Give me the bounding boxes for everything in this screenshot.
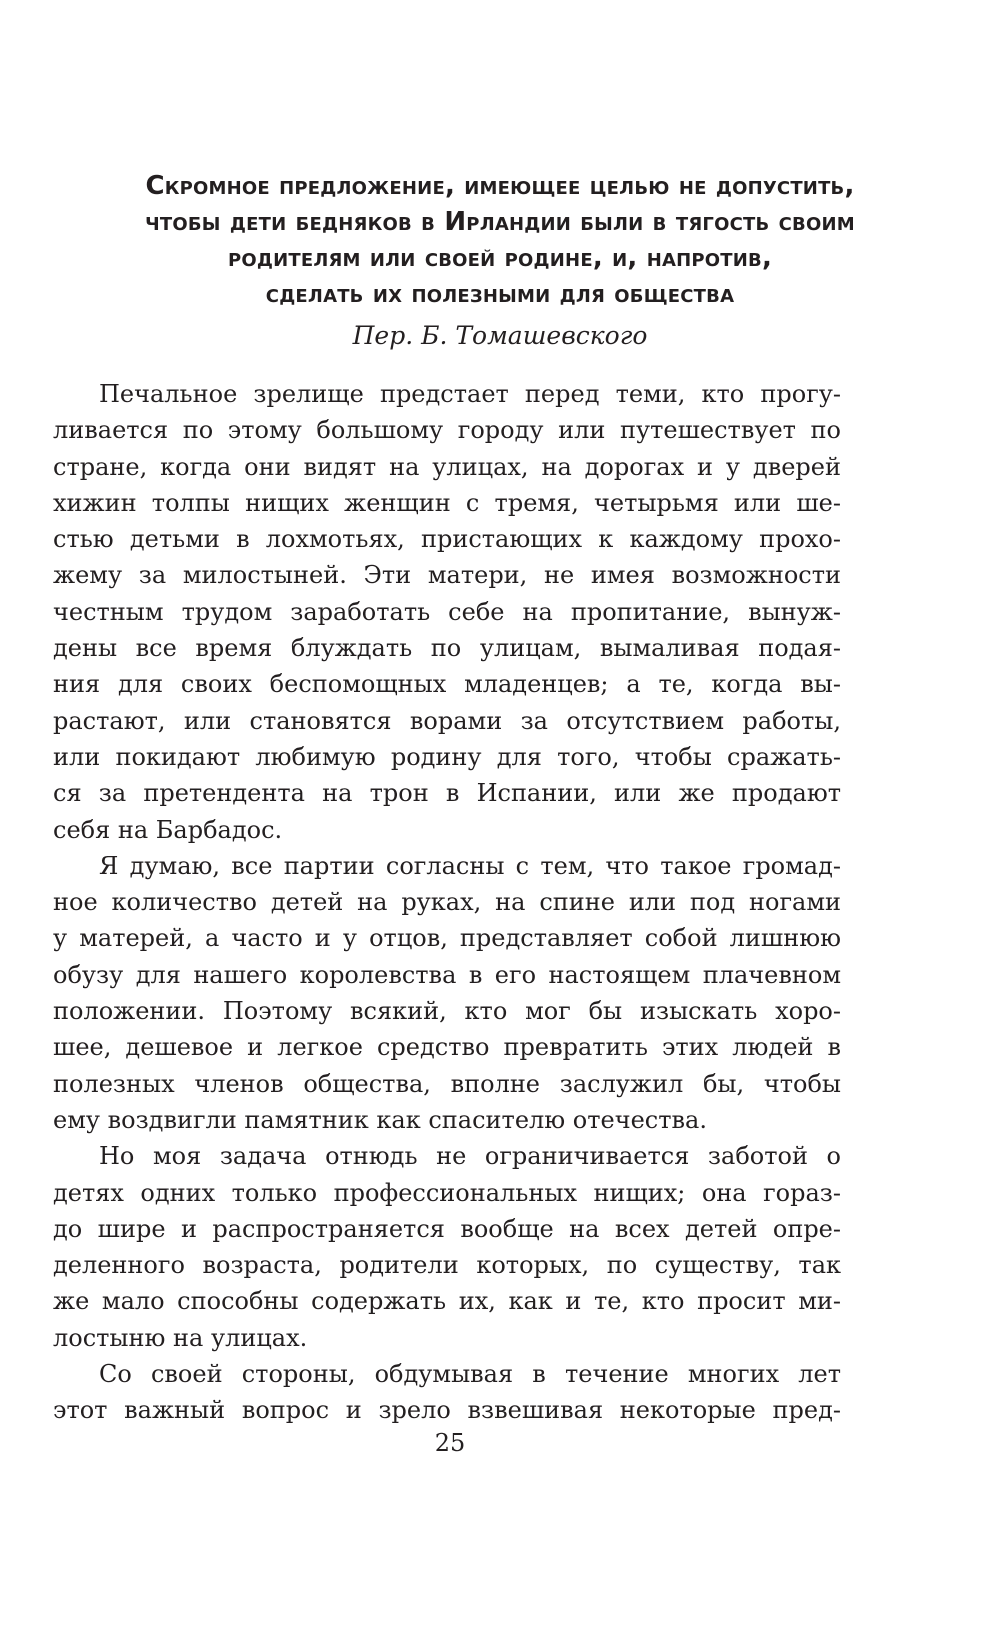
title-line: родителям или своей родине, и, напротив, [227, 243, 773, 273]
text-line: ему воздвигли памятник как спасителю отечества. [53, 1105, 707, 1134]
text-line: полезных членов общества, вполне заслужил бы, чтобы [53, 1069, 841, 1098]
text-line: же мало способны содержать их, как и те, кто просит ми- [53, 1287, 841, 1316]
text-line: стране, когда они видят на улицах, на дорогах и у дверей [53, 452, 841, 481]
paragraph-2 [53, 848, 841, 1138]
translator-credit: Пер. Б. Томашевского [352, 321, 648, 350]
page-number: 25 [434, 1429, 466, 1457]
text-line: стью детьми в лохмотьях, пристающих к каждому прохо- [53, 525, 841, 554]
text-line: ния для своих беспомощных младенцев; а те, когда вы- [53, 670, 841, 699]
text-line: Я думаю, все партии согласны с тем, что такое громад- [99, 851, 841, 880]
title-line: чтобы дети бедняков в Ирландии были в тягость своим [145, 207, 855, 237]
text-line: Со своей стороны, обдумывая в течение многих лет [99, 1360, 841, 1389]
text-line: жему за милостыней. Эти матери, не имея возможности [53, 561, 841, 590]
text-line: честным трудом заработать себе на пропитание, вынуж- [53, 597, 841, 626]
text-line: ное количество детей на руках, на спине или под ногами [53, 888, 841, 917]
text-line: Печальное зрелище предстает перед теми, кто прогу- [99, 380, 841, 408]
text-line: хижин толпы нищих женщин с тремя, четырьмя или ше- [53, 488, 841, 517]
text-line: у матерей, а часто и у отцов, представляет собой лишнюю [53, 924, 841, 953]
paragraph-1 [53, 376, 841, 848]
text-line: детях одних только профессиональных нищих; она гораз- [53, 1178, 841, 1207]
text-line: Но моя задача отнюдь не ограничивается заботой о [99, 1142, 841, 1171]
title-line: Скромное предложение, имеющее целью не допустить, [145, 171, 855, 201]
text-line: этот важный вопрос и зрело взвешивая некоторые пред- [53, 1396, 841, 1425]
paragraph-4 [53, 1356, 841, 1429]
text-line: ливается по этому большому городу или путешествует по [53, 416, 841, 445]
text-line: ся за претендента на трон в Испании, или же продают [53, 779, 841, 808]
text-line: растают, или становятся ворами за отсутствием работы, [53, 706, 841, 735]
text-line: дены все время блуждать по улицам, вымаливая подая- [53, 634, 841, 663]
body-text [53, 376, 841, 1429]
chapter-title [100, 168, 900, 312]
text-line: шее, дешевое и легкое средство превратить этих людей в [53, 1033, 841, 1062]
text-line: себя на Барбадос. [53, 815, 283, 844]
text-line: или покидают любимую родину для того, чтобы сражать- [53, 742, 841, 771]
title-line: сделать их полезными для общества [265, 279, 735, 309]
text-line: деленного возраста, родители которых, по существу, так [53, 1251, 841, 1280]
text-line: до шире и распространяется вообще на всех детей опре- [53, 1214, 841, 1243]
text-line: положении. Поэтому всякий, кто мог бы изыскать хоро- [53, 997, 841, 1026]
text-line: лостыню на улицах. [53, 1323, 308, 1352]
paragraph-3 [53, 1138, 841, 1356]
text-line: обузу для нашего королевства в его настоящем плачевном [53, 960, 841, 989]
